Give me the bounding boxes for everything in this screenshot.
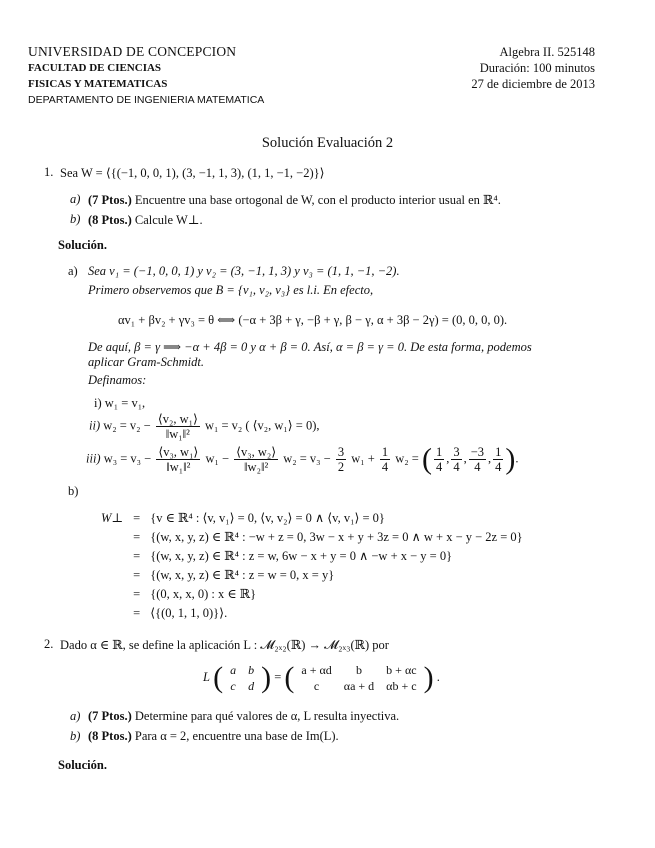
problem-1a-label: a): [70, 192, 81, 206]
output-matrix: a + αd b b + αc c αa + d αb + c: [301, 663, 417, 693]
step-3-mid-2: w₂ = v₃ −: [283, 451, 331, 466]
w-perp-lhs: W⊥: [101, 511, 124, 525]
solution-1a-line-5: Definamos:: [88, 373, 147, 387]
w-perp-row: {(w, x, y, z) ∈ ℝ⁴ : z = w, 6w − x + y = 0 ∧ −w + x − y = 0}: [150, 549, 453, 563]
problem-2-number: 2.: [44, 637, 54, 651]
right-paren: ): [505, 442, 516, 476]
solution-1a-line-3: De aquí, β = γ ⟹ −α + 4β = 0 y α + β = 0. Así, α = β = γ = 0. De esta forma, podemos: [88, 340, 532, 354]
step-2-numerator: ⟨v₂, w₁⟩: [157, 412, 198, 426]
problem-1b-points: (8 Ptos.): [88, 213, 132, 227]
solution-1a-line-2: Primero observemos que B = {v₁, v₂, v₃} es l.i. En efecto,: [88, 283, 374, 297]
step-2-denominator: ‖w₁‖²: [165, 427, 190, 441]
problem-1-number: 1.: [44, 165, 54, 179]
step-2-pre: w₂ = v₂ −: [103, 418, 151, 433]
solution-1a-line-4: aplicar Gram-Schmidt.: [88, 355, 204, 369]
problem-2a-label: a): [70, 709, 81, 723]
page-title: Solución Evaluación 2: [261, 135, 394, 151]
exam-date: 27 de diciembre de 2013: [471, 77, 595, 91]
problem-2-statement: Dado α ∈ ℝ, se define la aplicación L : 𝓜₂ₓ₂(ℝ) → 𝓜₂ₓ₃(ℝ) por: [60, 638, 389, 652]
w-perp-row: {(0, x, x, 0) : x ∈ ℝ}: [150, 587, 257, 601]
linear-map-definition: L ( a b c d ) = ( a + αd b b + αc c αa + d αb + c ) .: [203, 661, 440, 694]
step-3-label: iii): [86, 451, 101, 466]
step-3-mid-1: w₁ −: [205, 451, 229, 466]
problem-2a-text: Determine para qué valores de α, L resulta inyectiva.: [134, 709, 400, 723]
w3-comp-4: $\frac{1}{4}$: [495, 445, 502, 474]
step-2-post: w₁ = v₂ ( ⟨v₂, w₁⟩ = 0),: [204, 418, 320, 433]
department-name: DEPARTAMENTO DE INGENIERIA MATEMATICA: [28, 94, 265, 106]
left-paren: (: [421, 442, 432, 476]
exam-duration: Duración: 100 minutos: [479, 61, 595, 75]
solution-1a-label: a): [68, 264, 78, 278]
solution-1b-label: b): [68, 484, 79, 498]
w-perp-row: {(w, x, y, z) ∈ ℝ⁴ : z = w = 0, x = y}: [150, 568, 335, 582]
w3-comp-1: $\frac{1}{4}$: [435, 445, 443, 474]
problem-2a-points: (7 Ptos.): [88, 709, 132, 723]
problem-2a: [88, 709, 399, 724]
step-3-pre: w₃ = v₃ −: [103, 451, 152, 466]
w3-comp-3: $\frac{-3}{4}$: [470, 445, 485, 474]
solution-2-label: Solución.: [58, 758, 107, 772]
step-2-fraction: [156, 412, 200, 441]
gram-schmidt-step-3: iii) w₃ = v₃ − $\frac{\text{⟨v₃, w₁⟩}}{\text{‖w₁‖²}}$ w₁ − $\frac{\text{⟨v₃, w₂⟩}}{\text{‖w₂‖²}}$ w₂ = v₃ − $\frac{3}{2}$ w₁ + $\frac{1}{4}$ w₂ = ( $\frac{1}{4}$ , $\frac{3}{4}$ , $\frac{-3}{4}$ , $\frac{1}{4}$ ).: [86, 442, 519, 476]
problem-2b-points: (8 Ptos.): [88, 729, 132, 743]
step-3-mid-4: w₂ =: [395, 451, 419, 466]
problem-2b-text: Para α = 2, encuentre una base de Im(L).: [134, 729, 339, 743]
w-perp-row: {(w, x, y, z) ∈ ℝ⁴ : −w + z = 0, 3w − x + y + 3z = 0 ∧ w + x − y − 2z = 0}: [150, 530, 523, 544]
w3-comp-2: $\frac{3}{4}$: [453, 445, 460, 474]
gram-schmidt-step-2: [89, 412, 320, 441]
independence-equation: αv₁ + βv₂ + γv₃ = θ ⟺ (−α + 3β + γ, −β + γ, β − γ, α + 3β − 2γ) = (0, 0, 0, 0).: [118, 313, 508, 327]
step-2-label: ii): [89, 418, 101, 433]
problem-1-statement: Sea W = ⟨{(−1, 0, 0, 1), (3, −1, 1, 3), (1, 1, −1, −2)}⟩: [60, 166, 325, 180]
problem-2b: [88, 729, 339, 744]
problem-1a-points: (7 Ptos.): [88, 193, 132, 207]
map-name: L: [203, 669, 210, 684]
problem-1b-label: b): [70, 212, 81, 226]
problem-1b-text: Calcule W⊥.: [134, 213, 203, 227]
problem-1b: [88, 212, 203, 228]
faculty-name: FACULTAD DE CIENCIAS: [28, 62, 162, 74]
step-3-mid-3: w₁ +: [351, 451, 375, 466]
faculty-name-2: FISICAS Y MATEMATICAS: [28, 78, 168, 90]
step-3-fraction-1: $\frac{\text{⟨v₃, w₁⟩}}{\text{‖w₁‖²}}$: [158, 445, 199, 474]
gram-schmidt-step-1: i) w₁ = v₁,: [94, 396, 146, 410]
orthogonal-complement-derivation: W⊥ = {v ∈ ℝ⁴ : ⟨v, v₁⟩ = 0, ⟨v, v₂⟩ = 0 ∧ ⟨v, v₁⟩ = 0} = {(w, x, y, z) ∈ ℝ⁴ : −w + z = 0, 3w − x + y + 3z = 0 ∧ w + x − y − 2z = 0} = {(w, x, y, z) ∈ ℝ⁴ : z = w, 6w − x + y = 0 ∧ −w + x − y = 0} = {(w, x, y, z) ∈ ℝ⁴ : z = w = 0, x = y} = {(0, x, x, 0) : x ∈ ℝ} = ⟨{(0, 1, 1, 0)}⟩.: [96, 509, 528, 623]
problem-1a-text: Encuentre una base ortogonal de W, con el producto interior usual en ℝ⁴.: [134, 193, 501, 207]
solution-1-label: Solución.: [58, 238, 107, 252]
solution-1a-line-1: Sea v₁ = (−1, 0, 0, 1) y v₂ = (3, −1, 1, 3) y v₃ = (1, 1, −1, −2).: [88, 264, 400, 278]
w-perp-row: ⟨{(0, 1, 1, 0)}⟩.: [150, 606, 228, 620]
step-3-fraction-2: $\frac{\text{⟨v₃, w₂⟩}}{\text{‖w₂‖²}}$: [236, 445, 277, 474]
step-3-fraction-3-2: $\frac{3}{2}$: [337, 445, 345, 474]
problem-1a: [88, 192, 501, 208]
w-perp-row: {v ∈ ℝ⁴ : ⟨v, v₁⟩ = 0, ⟨v, v₂⟩ = 0 ∧ ⟨v, v₁⟩ = 0}: [150, 511, 385, 525]
problem-2b-label: b): [70, 729, 81, 743]
university-name: UNIVERSIDAD DE CONCEPCION: [28, 44, 237, 59]
course-name: Algebra II. 525148: [499, 45, 595, 59]
step-3-fraction-1-4: $\frac{1}{4}$: [381, 445, 389, 474]
input-matrix: a b c d: [230, 663, 255, 693]
